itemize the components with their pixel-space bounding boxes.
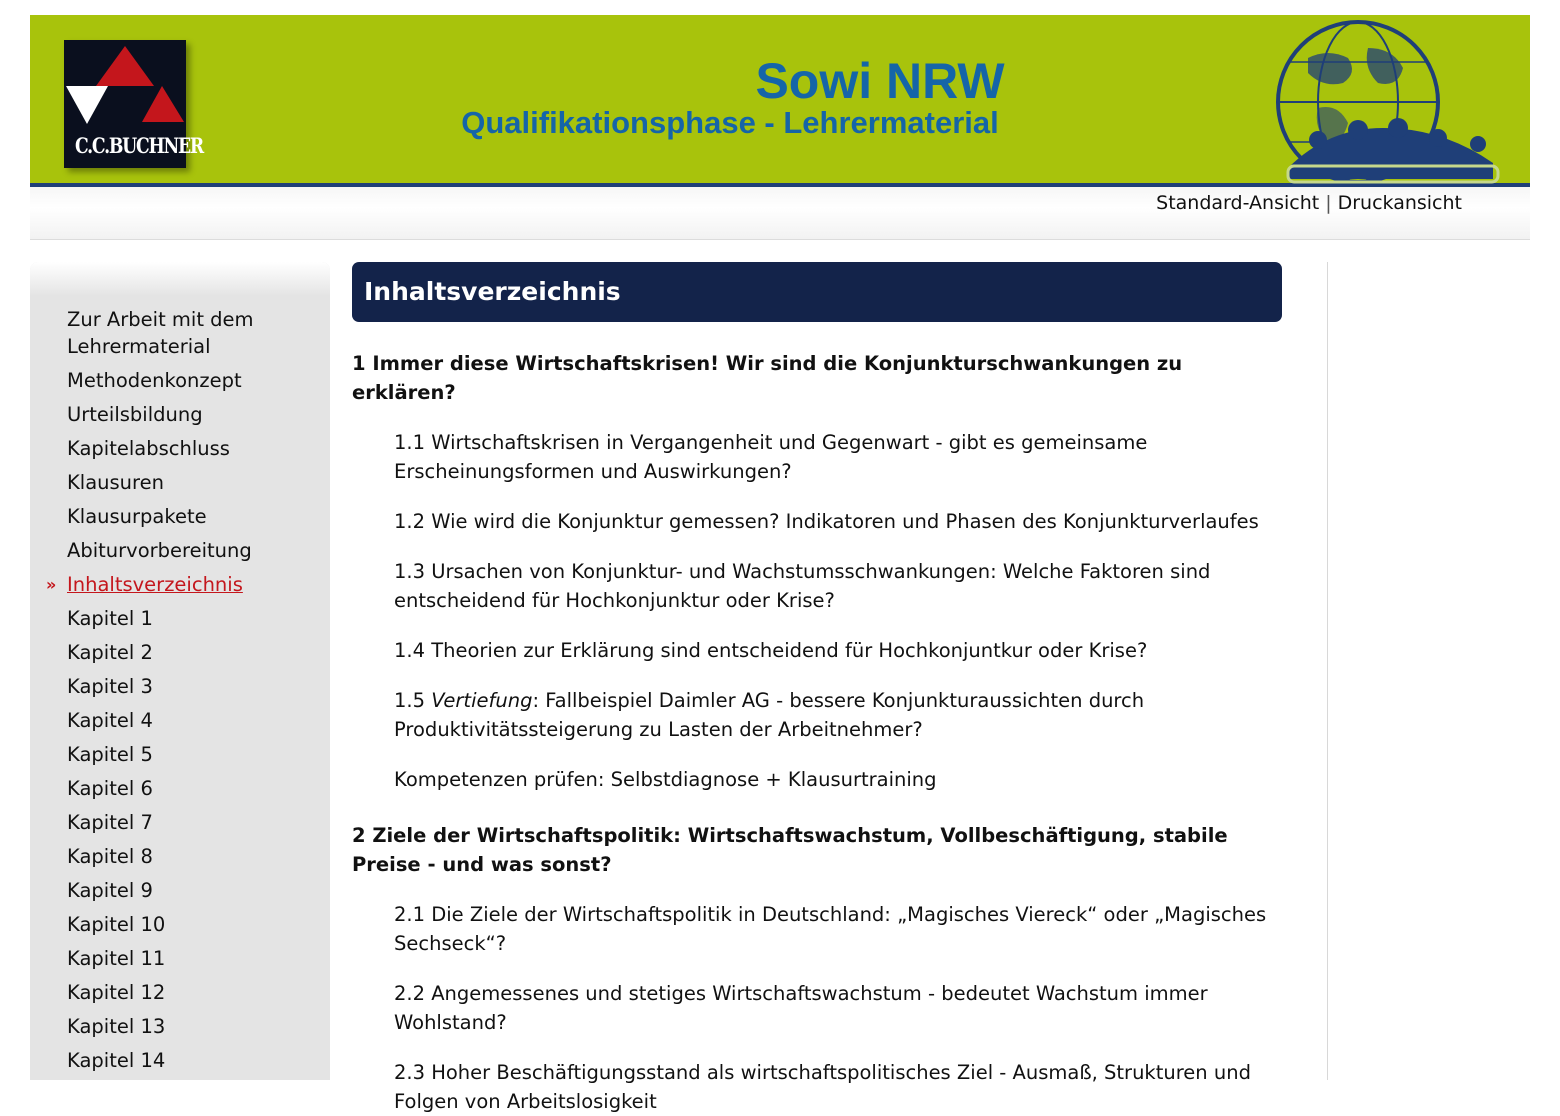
view-link-separator: | <box>1325 192 1332 214</box>
nav-item-inhaltsverzeichnis[interactable] <box>46 571 317 598</box>
nav-item-klausuren[interactable]: Klausuren <box>67 471 164 494</box>
nav-item-kapitel-9[interactable]: Kapitel 9 <box>67 879 153 902</box>
nav-item-urteilsbildung[interactable]: Urteilsbildung <box>67 403 203 426</box>
toc-section-1-kompetenzen[interactable]: Kompetenzen prüfen: Selbstdiagnose + Klausurtraining <box>394 768 937 791</box>
toc-section-1-2[interactable]: 1.2 Wie wird die Konjunktur gemessen? Indikatoren und Phasen des Konjunkturverlaufes <box>394 510 1259 533</box>
active-marker-icon: » <box>46 575 54 594</box>
toc-section-1-3[interactable]: 1.3 Ursachen von Konjunktur- und Wachstumsschwankungen: Welche Faktoren sind entscheidend für Hochkonjunktur oder Krise? <box>394 560 1211 612</box>
view-links <box>1156 192 1462 214</box>
nav-item-kapitelabschluss[interactable]: Kapitelabschluss <box>67 437 230 460</box>
nav-item-kapitel-7[interactable]: Kapitel 7 <box>67 811 153 834</box>
toc-section-2-1[interactable]: 2.1 Die Ziele der Wirtschaftspolitik in Deutschland: „Magisches Viereck“ oder „Magisches Sechseck“? <box>394 903 1267 955</box>
toc-chapter-2 <box>352 821 1282 1116</box>
table-of-contents <box>352 349 1282 1116</box>
chapter-title[interactable]: 1 Immer diese Wirtschaftskrisen! Wir sind die Konjunkturschwankungen zu erklären? <box>352 352 1183 404</box>
main-content <box>352 262 1282 1116</box>
section-number: 1.5 <box>394 689 432 712</box>
site-subtitle: Qualifikationsphase - Lehrermaterial <box>461 105 999 140</box>
right-column-divider <box>1327 262 1328 1080</box>
print-view-link[interactable]: Druckansicht <box>1337 192 1462 214</box>
toc-section-1-5[interactable] <box>394 686 1282 744</box>
toc-section-1-1[interactable]: 1.1 Wirtschaftskrisen in Vergangenheit und Gegenwart - gibt es gemeinsame Erscheinungsformen und Auswirkungen? <box>394 431 1148 483</box>
nav-item-kapitel-6[interactable]: Kapitel 6 <box>67 777 153 800</box>
site-title: Sowi NRW <box>755 53 1005 109</box>
toc-section-1-4[interactable]: 1.4 Theorien zur Erklärung sind entscheidend für Hochkonjuntkur oder Krise? <box>394 639 1148 662</box>
publisher-logo[interactable] <box>64 40 203 168</box>
section-emphasis: Vertiefung <box>431 689 533 712</box>
nav-item-abiturvorbereitung[interactable]: Abiturvorbereitung <box>67 539 252 562</box>
chapter-title[interactable]: 2 Ziele der Wirtschaftspolitik: Wirtschaftswachstum, Vollbeschäftigung, stabile Preise - und was sonst? <box>352 824 1228 876</box>
nav-item-kapitel-12[interactable]: Kapitel 12 <box>67 981 166 1004</box>
nav-item-kapitel-13[interactable]: Kapitel 13 <box>67 1015 166 1038</box>
nav-item-kapitel-10[interactable]: Kapitel 10 <box>67 913 166 936</box>
page-title: Inhaltsverzeichnis <box>352 262 1282 322</box>
toc-section-2-2[interactable]: 2.2 Angemessenes und stetiges Wirtschaftswachstum - bedeutet Wachstum immer Wohlstand? <box>394 982 1208 1034</box>
nav-item-klausurpakete[interactable]: Klausurpakete <box>67 505 207 528</box>
logo-text: C.C.BUCHNER <box>74 133 203 158</box>
globe-people-icon <box>1248 18 1518 186</box>
toc-section-2-3[interactable]: 2.3 Hoher Beschäftigungsstand als wirtschaftspolitisches Ziel - Ausmaß, Strukturen und Folgen von Arbeitslosigkeit <box>394 1061 1251 1113</box>
nav-item-kapitel-8[interactable]: Kapitel 8 <box>67 845 153 868</box>
toc-chapter-1 <box>352 349 1282 794</box>
section-text: : Fallbeispiel Daimler AG - bessere Konjunkturaussichten durch Produktivitätssteigerung zu Lasten der Arbeitnehmer? <box>394 689 1145 741</box>
nav-item-kapitel-14[interactable]: Kapitel 14 <box>67 1049 166 1072</box>
nav-item-methodenkonzept[interactable]: Methodenkonzept <box>67 369 242 392</box>
nav-item-zur-arbeit[interactable]: Zur Arbeit mit dem Lehrermaterial <box>67 308 254 358</box>
sidebar-nav <box>30 262 330 1080</box>
nav-item-kapitel-3[interactable]: Kapitel 3 <box>67 675 153 698</box>
nav-item-kapitel-11[interactable]: Kapitel 11 <box>67 947 166 970</box>
sidebar-header <box>30 262 330 296</box>
nav-item-kapitel-1[interactable]: Kapitel 1 <box>67 607 153 630</box>
nav-item-kapitel-4[interactable]: Kapitel 4 <box>67 709 153 732</box>
nav-item-kapitel-2[interactable]: Kapitel 2 <box>67 641 153 664</box>
nav-item-kapitel-5[interactable]: Kapitel 5 <box>67 743 153 766</box>
nav-item-label: Inhaltsverzeichnis <box>67 573 243 596</box>
view-toolbar <box>30 187 1530 240</box>
nav-list <box>46 306 317 1081</box>
standard-view-link[interactable]: Standard-Ansicht <box>1156 192 1320 214</box>
